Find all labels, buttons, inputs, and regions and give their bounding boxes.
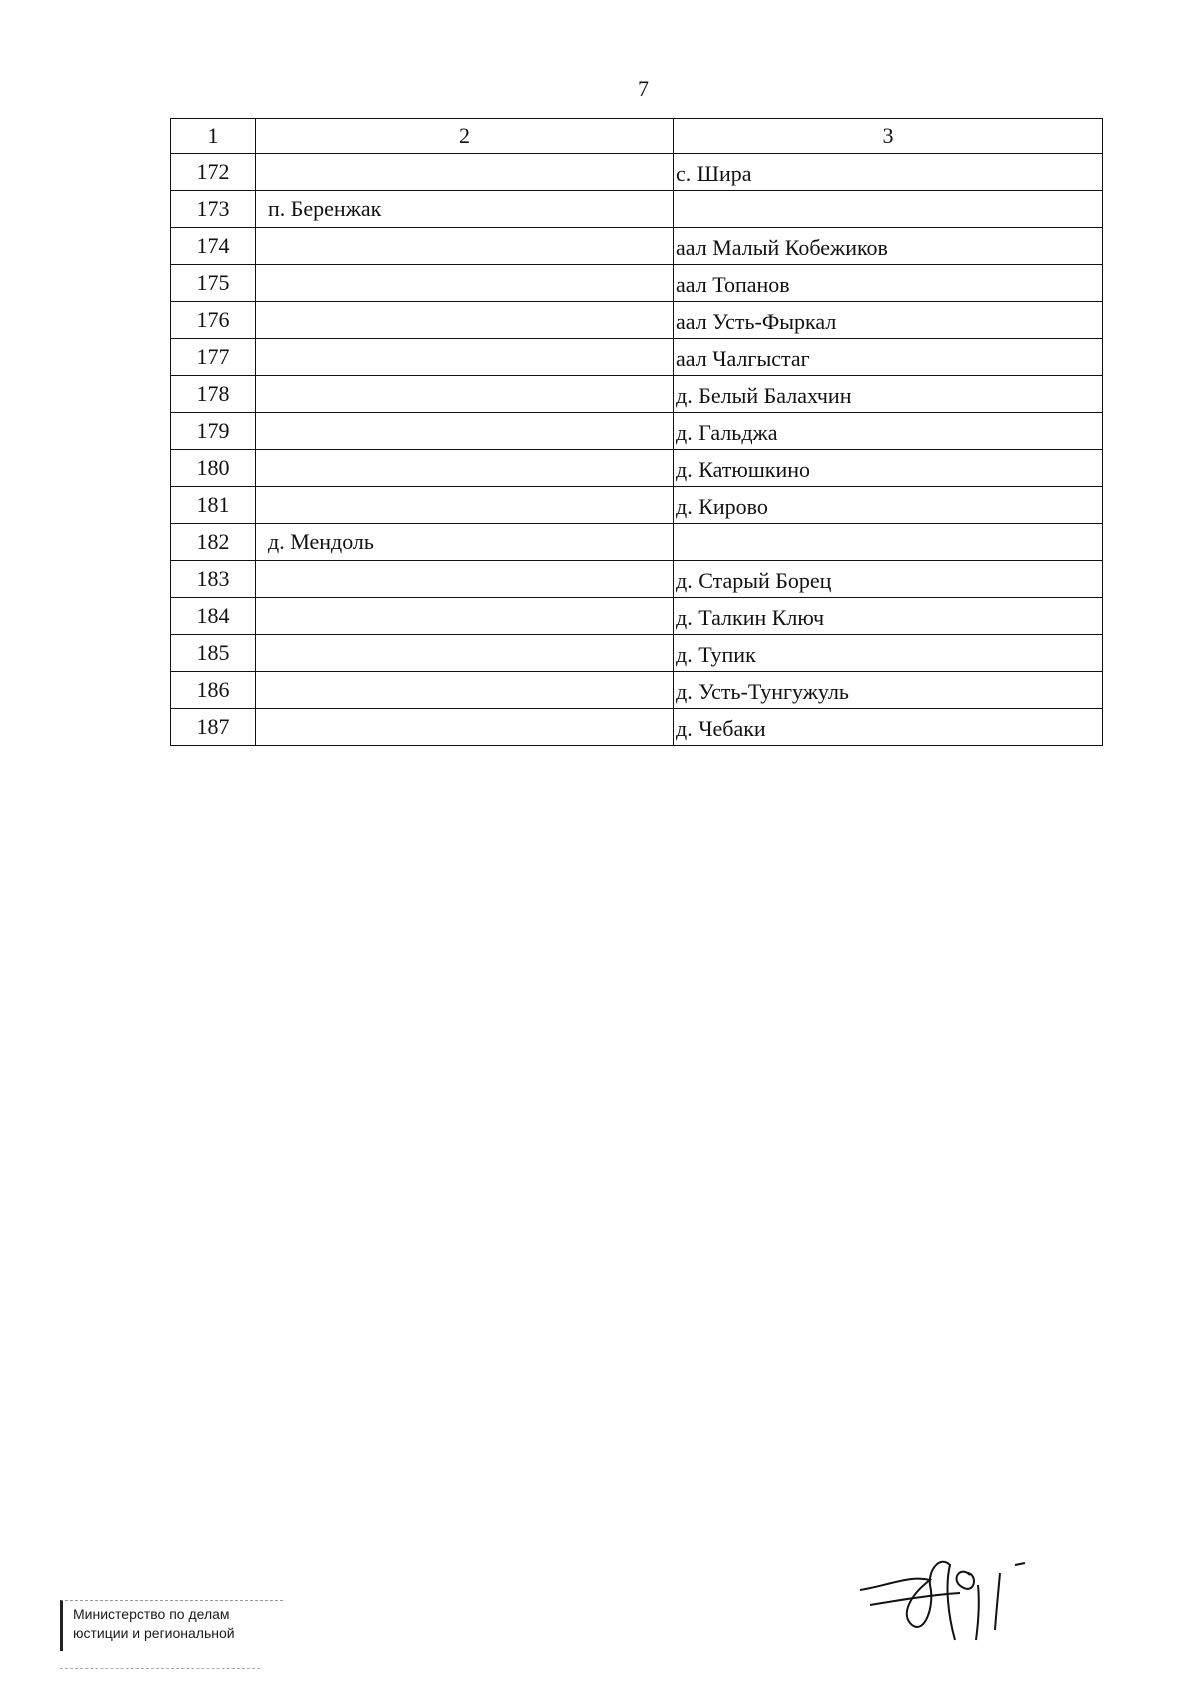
- column-2-cell: [256, 413, 674, 450]
- column-3-cell: д. Тупик: [674, 635, 1103, 672]
- settlements-table: [170, 118, 1103, 746]
- column-3-cell: д. Талкин Ключ: [674, 598, 1103, 635]
- table-row: [171, 487, 1103, 524]
- row-number-cell: 177: [171, 339, 256, 376]
- column-3-cell: аал Усть-Фыркал: [674, 302, 1103, 339]
- column-3-cell: аал Малый Кобежиков: [674, 228, 1103, 265]
- column-3-cell: аал Чалгыстаг: [674, 339, 1103, 376]
- column-2-cell: п. Беренжак: [256, 191, 674, 228]
- table-row: [171, 450, 1103, 487]
- row-number-cell: 178: [171, 376, 256, 413]
- page-number: 7: [638, 76, 649, 101]
- row-number-cell: 180: [171, 450, 256, 487]
- row-number-cell: 179: [171, 413, 256, 450]
- column-3-cell: д. Кирово: [674, 487, 1103, 524]
- handwritten-signature: [850, 1545, 1050, 1655]
- table-row: [171, 561, 1103, 598]
- column-3-cell: [674, 524, 1103, 561]
- stamp-line-1: Министерство по делам: [73, 1606, 230, 1622]
- column-2-cell: [256, 487, 674, 524]
- row-number-cell: 186: [171, 672, 256, 709]
- column-3-cell: д. Гальджа: [674, 413, 1103, 450]
- row-number-cell: 173: [171, 191, 256, 228]
- header-cell-3: 3: [674, 119, 1103, 154]
- table-row: [171, 598, 1103, 635]
- row-number-cell: 187: [171, 709, 256, 746]
- table-row: [171, 413, 1103, 450]
- column-2-cell: [256, 265, 674, 302]
- stamp-underline: [60, 1668, 260, 1669]
- column-2-cell: [256, 450, 674, 487]
- column-3-cell: д. Усть-Тунгужуль: [674, 672, 1103, 709]
- table-row: [171, 154, 1103, 191]
- table-header-row: [171, 119, 1103, 154]
- column-2-cell: [256, 339, 674, 376]
- row-number-cell: 185: [171, 635, 256, 672]
- table-row: [171, 635, 1103, 672]
- header-cell-2: 2: [256, 119, 674, 154]
- table-row: [171, 709, 1103, 746]
- table-row: [171, 191, 1103, 228]
- column-2-cell: [256, 672, 674, 709]
- column-3-cell: д. Белый Балахчин: [674, 376, 1103, 413]
- column-3-cell: д. Старый Борец: [674, 561, 1103, 598]
- table-row: [171, 339, 1103, 376]
- ministry-stamp: [60, 1600, 283, 1651]
- table-row: [171, 265, 1103, 302]
- column-2-cell: [256, 302, 674, 339]
- column-2-cell: [256, 709, 674, 746]
- row-number-cell: 181: [171, 487, 256, 524]
- header-cell-1: 1: [171, 119, 256, 154]
- row-number-cell: 175: [171, 265, 256, 302]
- column-2-cell: [256, 228, 674, 265]
- column-3-cell: [674, 191, 1103, 228]
- row-number-cell: 174: [171, 228, 256, 265]
- stamp-line-2: юстиции и региональной: [73, 1625, 235, 1641]
- row-number-cell: 182: [171, 524, 256, 561]
- column-2-cell: [256, 376, 674, 413]
- table-body: [171, 119, 1103, 746]
- table-row: [171, 376, 1103, 413]
- row-number-cell: 184: [171, 598, 256, 635]
- column-3-cell: д. Чебаки: [674, 709, 1103, 746]
- table-row: [171, 302, 1103, 339]
- table-row: [171, 228, 1103, 265]
- column-2-cell: д. Мендоль: [256, 524, 674, 561]
- column-2-cell: [256, 635, 674, 672]
- row-number-cell: 172: [171, 154, 256, 191]
- column-2-cell: [256, 154, 674, 191]
- row-number-cell: 183: [171, 561, 256, 598]
- column-3-cell: д. Катюшкино: [674, 450, 1103, 487]
- row-number-cell: 176: [171, 302, 256, 339]
- column-3-cell: аал Топанов: [674, 265, 1103, 302]
- table-row: [171, 524, 1103, 561]
- column-2-cell: [256, 598, 674, 635]
- column-3-cell: с. Шира: [674, 154, 1103, 191]
- column-2-cell: [256, 561, 674, 598]
- table-row: [171, 672, 1103, 709]
